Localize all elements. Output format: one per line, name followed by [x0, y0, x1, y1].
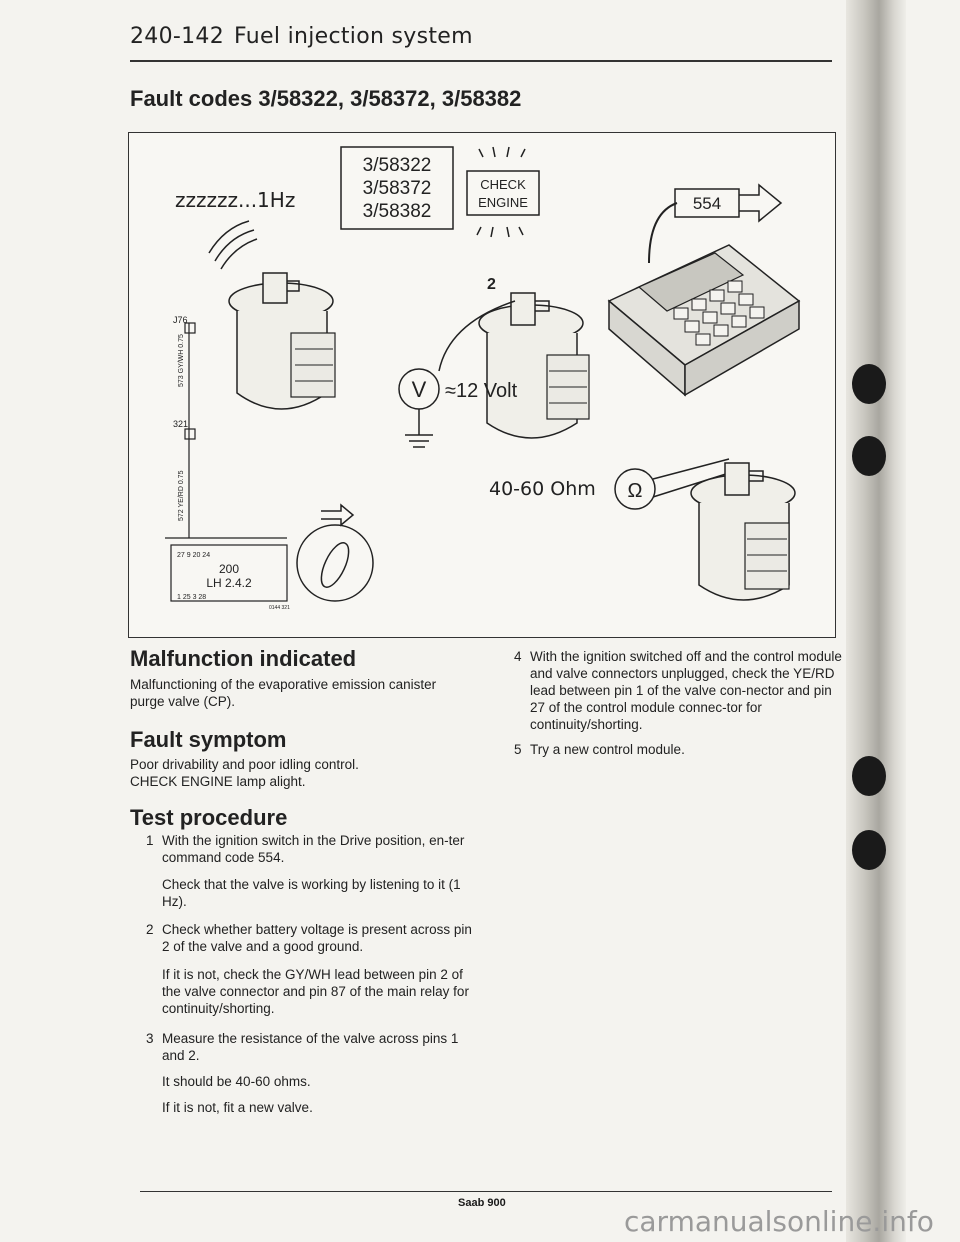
- step-number: 5: [514, 742, 522, 757]
- ecu-number: 200: [218, 562, 240, 576]
- relay-label-top: J76: [173, 315, 188, 325]
- valve-canister-right: [691, 463, 795, 600]
- valve-canister-middle: [479, 293, 589, 438]
- footer-label: Saab 900: [458, 1197, 506, 1209]
- page-header: [130, 24, 473, 49]
- check-label: CHECK: [480, 177, 526, 192]
- step-number: 3: [146, 1031, 154, 1046]
- symptom-line-1: Poor drivability and poor idling control.: [130, 757, 359, 772]
- page-number: 240-142: [130, 24, 225, 49]
- wire-label-top: 573 GY/WH 0.75: [178, 334, 185, 387]
- ecu-ref: 0144 321: [269, 605, 290, 611]
- code-1: 3/58322: [362, 155, 432, 176]
- ecu-pins-bottom: 1 25 3 28: [177, 594, 207, 601]
- page-title: Fault codes 3/58322, 3/58372, 3/58382: [130, 86, 522, 111]
- resistance-label: 40-60 Ohm: [489, 478, 596, 500]
- step-text: Try a new control module.: [530, 742, 685, 757]
- test-step-3-note: It should be 40-60 ohms.: [162, 1074, 311, 1089]
- test-step-3: [146, 1030, 472, 1064]
- step-text: Check whether battery voltage is present across pin 2 of the valve and a good ground.: [162, 922, 472, 954]
- valve-canister-left: [229, 273, 335, 409]
- test-step-1: [146, 832, 472, 866]
- test-step-2-note: If it is not, check the GY/WH lead between pin 2 of the valve connector and pin 87 of the main relay for continuity/shorting.: [162, 967, 469, 1016]
- watermark: carmanualsonline.info: [624, 1205, 934, 1238]
- step-text: With the ignition switch in the Drive position, en-ter command code 554.: [162, 833, 465, 865]
- test-step-3-note-2: If it is not, fit a new valve.: [162, 1100, 313, 1115]
- pin-label: 2: [487, 276, 496, 293]
- section-title: Fuel injection system: [234, 24, 473, 49]
- step-number: 2: [146, 922, 154, 937]
- diagnostic-tester-icon: [609, 245, 799, 395]
- binding-hole: [852, 436, 886, 476]
- buzz-label: zzzzzz...1Hz: [175, 188, 296, 212]
- malfunction-text: Malfunctioning of the evaporative emission canister purge valve (CP).: [130, 677, 437, 709]
- binding-hole: [852, 756, 886, 796]
- page-binding-strip: [846, 0, 906, 1242]
- test-heading: Test procedure: [130, 805, 288, 830]
- ecu-name: LH 2.4.2: [206, 576, 252, 590]
- arrow-icon: [739, 185, 781, 221]
- header-rule: [130, 60, 832, 62]
- wire-label-bottom: 572 YE/RD 0.75: [178, 470, 185, 521]
- ohm-symbol: Ω: [627, 480, 643, 502]
- engine-label: ENGINE: [478, 195, 528, 210]
- code-3: 3/58382: [362, 201, 432, 222]
- step-number: 4: [514, 649, 522, 664]
- test-step-1-note: Check that the valve is working by listening to it (1 Hz).: [162, 877, 461, 909]
- symptom-heading: Fault symptom: [130, 727, 287, 752]
- command-code: 554: [692, 194, 722, 213]
- voltage-label: ≈12 Volt: [445, 380, 518, 402]
- test-step-2: [146, 921, 472, 955]
- binding-hole: [852, 830, 886, 870]
- symptom-line-2: CHECK ENGINE lamp alight.: [130, 774, 306, 789]
- footer-rule: [140, 1191, 832, 1192]
- step-text: With the ignition switched off and the control module and valve connectors unplugged, check the YE/RD lead between pin 1 of the valve con-nector and pin 27 of the control module connec-tor for continuity/shorting.: [530, 649, 842, 732]
- malfunction-heading: Malfunction indicated: [130, 646, 357, 671]
- wiring-figure: [128, 132, 836, 638]
- test-step-4: [514, 648, 842, 733]
- binding-hole: [852, 364, 886, 404]
- step-text: Measure the resistance of the valve across pins 1 and 2.: [162, 1031, 459, 1063]
- volt-symbol: V: [411, 377, 427, 402]
- step-number: 1: [146, 833, 154, 848]
- code-2: 3/58372: [362, 178, 432, 199]
- ignition-switch-icon: [297, 505, 373, 601]
- relay-label-bottom: 321: [173, 419, 189, 429]
- figure-drawing: [129, 133, 835, 637]
- ecu-pins-top: 27 9 20 24: [177, 552, 211, 559]
- test-step-5: [514, 741, 842, 758]
